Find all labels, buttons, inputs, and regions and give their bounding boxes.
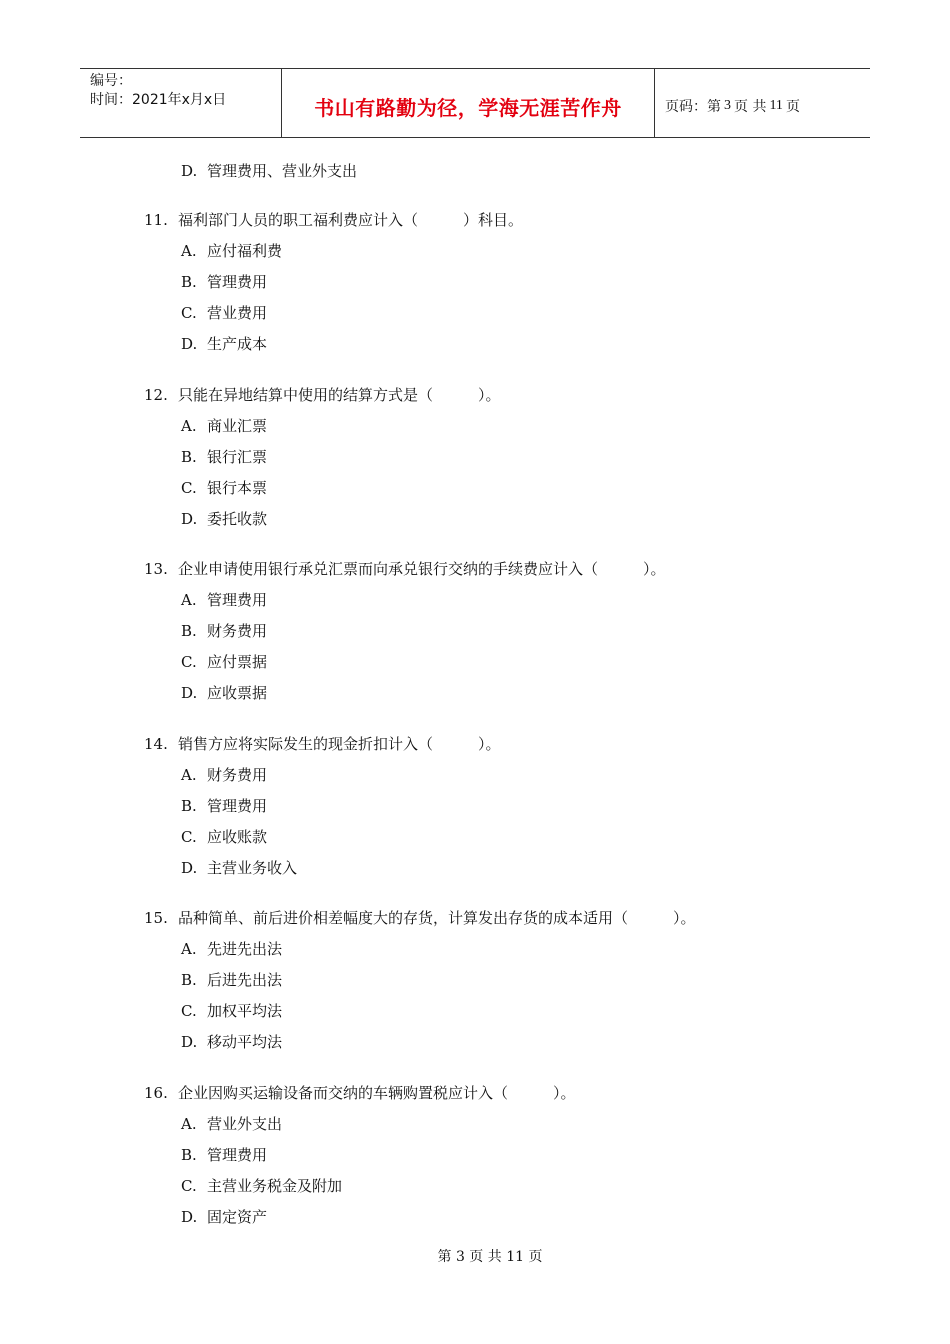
option-text: 营业外支出 — [207, 1114, 283, 1133]
question-number: 14. — [144, 734, 168, 753]
page-mid: 页 共 — [734, 99, 767, 115]
page-current: 3 — [724, 98, 731, 113]
page-footer: 第 3 页 共 11 页 — [437, 1249, 543, 1265]
option-text: 应收账款 — [207, 827, 268, 846]
question-text: 销售方应将实际发生的现金折扣计入（ ）。 — [178, 734, 501, 753]
question-number: 13. — [144, 560, 168, 578]
question-number: 16. — [144, 1083, 168, 1102]
option-text: 后进先出法 — [207, 971, 283, 989]
page-total: 11 — [769, 98, 783, 113]
option-text: 主营业务收入 — [207, 858, 298, 877]
option-letter: C. — [181, 827, 197, 846]
option-letter: A. — [181, 765, 197, 784]
document-number-label: 编号： — [90, 73, 132, 89]
question-number: 12. — [144, 385, 168, 404]
option-letter: C. — [181, 1002, 197, 1020]
option-text: 委托收款 — [207, 509, 268, 528]
option-letter: C. — [181, 653, 197, 671]
option-text: 营业费用 — [207, 304, 268, 322]
option-text: 管理费用、营业外支出 — [207, 162, 358, 180]
option-letter: A. — [181, 416, 197, 435]
option-letter: A. — [181, 940, 197, 958]
option-letter: B. — [181, 273, 197, 291]
option-text: 管理费用 — [207, 591, 268, 609]
option-letter: B. — [181, 622, 197, 640]
option-text: 管理费用 — [207, 273, 268, 291]
header-motto: 书山有路勤为径，学海无涯苦作舟 — [282, 69, 655, 137]
option-letter: D. — [181, 684, 198, 702]
page-header — [80, 68, 870, 138]
page-suffix: 页 — [785, 99, 800, 115]
option-text: 财务费用 — [207, 765, 268, 784]
option-text: 商业汇票 — [207, 416, 268, 435]
option-letter: C. — [181, 1176, 197, 1195]
option-letter: A. — [181, 1114, 197, 1133]
option-letter: D. — [181, 1033, 198, 1051]
option-letter: C. — [181, 304, 197, 322]
page-prefix: 页码：第 — [665, 99, 721, 115]
option-text: 财务费用 — [207, 622, 268, 640]
question-text: 品种简单、前后进价相差幅度大的存货，计算发出存货的成本适用（ ）。 — [178, 909, 696, 927]
option-letter: D. — [181, 1207, 198, 1226]
option-text: 管理费用 — [207, 1145, 268, 1164]
option-text: 应付福利费 — [207, 242, 283, 260]
option-letter: A. — [181, 242, 197, 260]
option-letter: D. — [181, 162, 198, 180]
question-number: 15. — [144, 909, 168, 927]
option-text: 加权平均法 — [207, 1002, 283, 1020]
option-letter: D. — [181, 858, 198, 877]
header-page-number — [655, 69, 870, 137]
question-number: 11. — [144, 211, 168, 229]
document-time-label: 时间：2021年x月x日 — [90, 92, 227, 108]
option-letter: C. — [181, 478, 197, 497]
header-meta — [80, 69, 282, 137]
option-text: 固定资产 — [207, 1207, 268, 1226]
option-text: 先进先出法 — [207, 940, 283, 958]
question-text: 企业因购买运输设备而交纳的车辆购置税应计入（ ）。 — [178, 1083, 576, 1102]
question-text: 只能在异地结算中使用的结算方式是（ ）。 — [178, 385, 501, 404]
option-text: 移动平均法 — [207, 1033, 283, 1051]
option-letter: B. — [181, 1145, 197, 1164]
option-text: 管理费用 — [207, 796, 268, 815]
question-text: 福利部门人员的职工福利费应计入（ ）科目。 — [178, 211, 524, 229]
option-letter: B. — [181, 796, 197, 815]
option-text: 银行汇票 — [207, 447, 268, 466]
question-text: 企业申请使用银行承兑汇票而向承兑银行交纳的手续费应计入（ ）。 — [178, 560, 666, 578]
option-text: 应付票据 — [207, 653, 268, 671]
option-text: 主营业务税金及附加 — [207, 1176, 343, 1195]
option-text: 生产成本 — [207, 335, 268, 353]
option-text: 银行本票 — [207, 478, 268, 497]
option-letter: B. — [181, 447, 197, 466]
option-letter: D. — [181, 509, 198, 528]
option-letter: D. — [181, 335, 198, 353]
option-text: 应收票据 — [207, 684, 268, 702]
option-letter: A. — [181, 591, 197, 609]
option-letter: B. — [181, 971, 197, 989]
